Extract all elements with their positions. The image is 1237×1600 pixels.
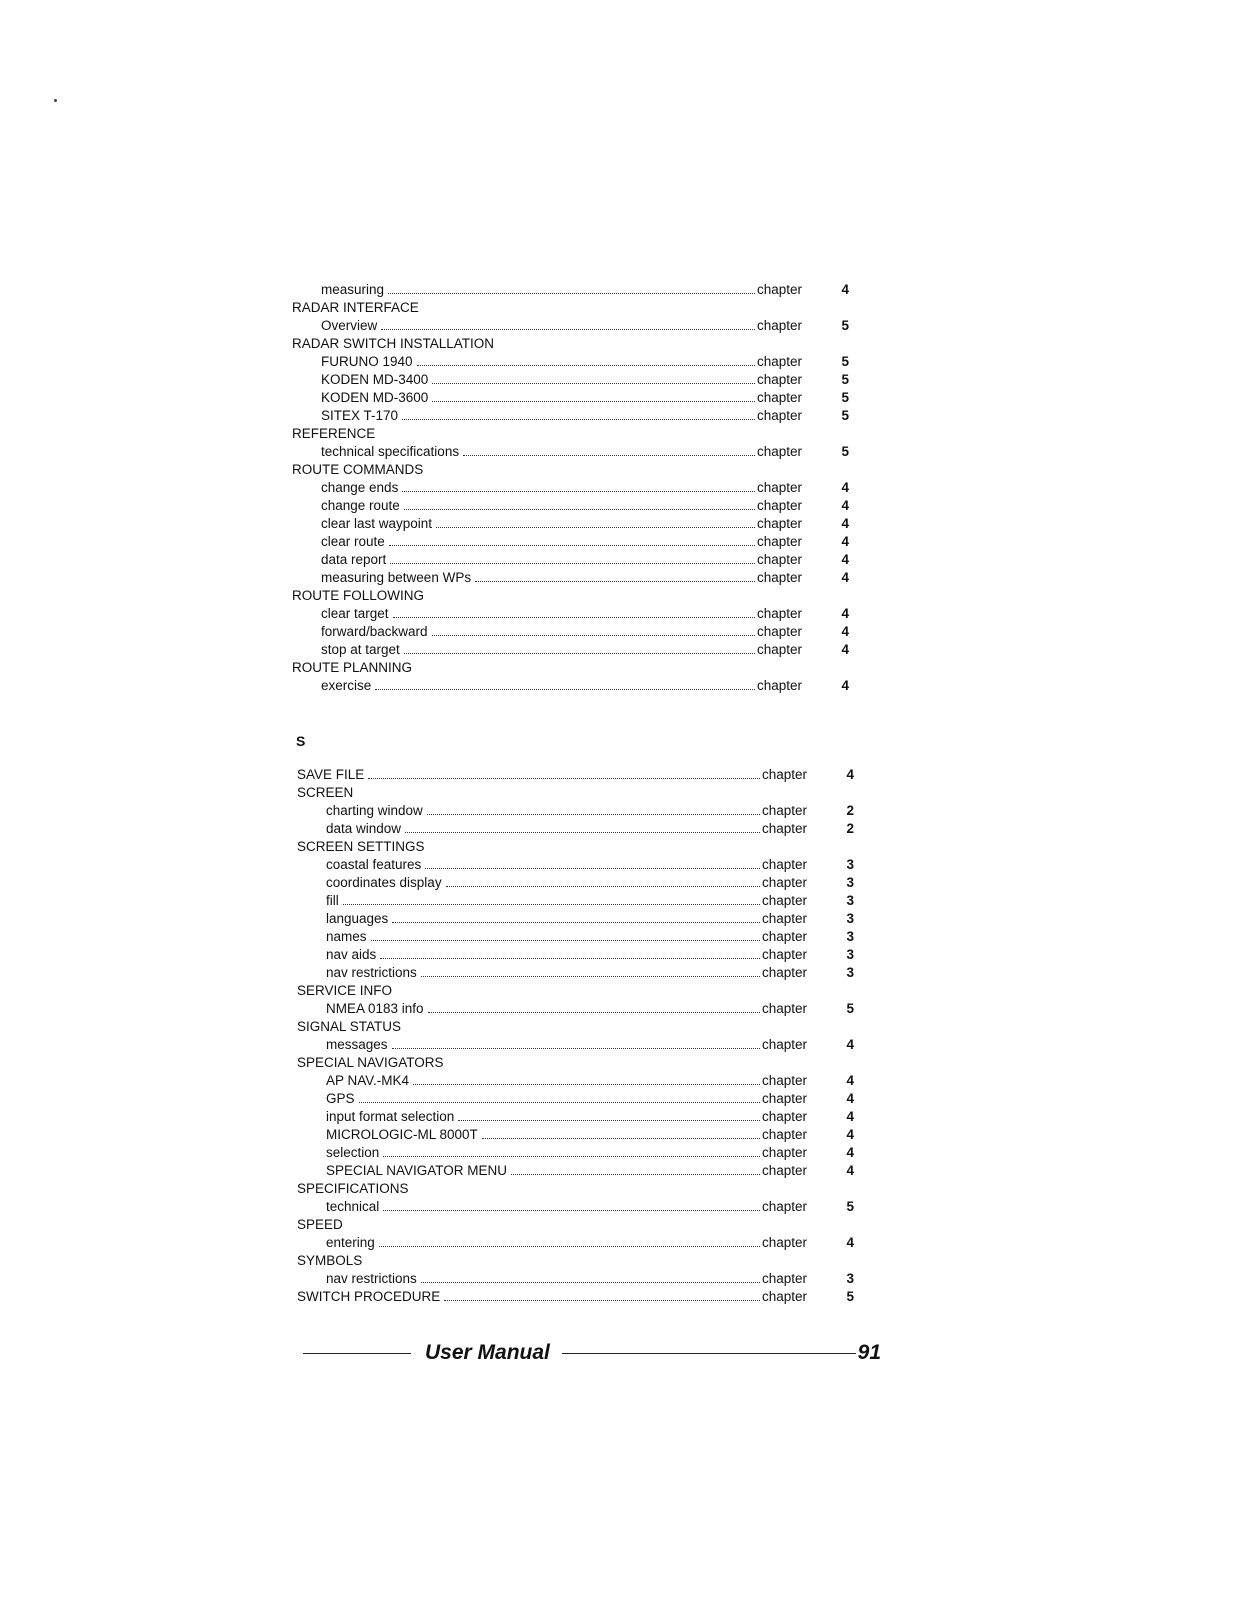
entry-chapter-number: 4 xyxy=(846,1037,854,1052)
entry-label: measuring xyxy=(321,282,385,297)
index-entry xyxy=(297,964,862,982)
entry-chapter-number: 4 xyxy=(841,624,849,639)
entry-reference: chapter xyxy=(762,1127,808,1142)
entry-label: messages xyxy=(326,1037,388,1052)
index-heading: SPECIAL NAVIGATORS xyxy=(297,1055,444,1070)
dot-leader xyxy=(390,551,755,564)
dot-leader xyxy=(444,1288,760,1301)
entry-reference: chapter xyxy=(757,318,803,333)
entry-chapter-number: 3 xyxy=(846,911,854,926)
entry-reference: chapter xyxy=(757,516,803,531)
entry-chapter-number: 3 xyxy=(846,1271,854,1286)
entry-chapter-number: 5 xyxy=(841,354,849,369)
index-entry xyxy=(292,569,857,587)
index-entry xyxy=(292,479,857,497)
entry-label: nav restrictions xyxy=(326,1271,417,1286)
section-letter-s: S xyxy=(296,733,306,749)
footer-rule-left xyxy=(303,1353,411,1354)
dot-leader xyxy=(432,389,755,402)
index-entry xyxy=(292,371,857,389)
dot-leader xyxy=(413,1072,760,1085)
index-entry xyxy=(297,1000,862,1018)
index-heading: ROUTE FOLLOWING xyxy=(292,588,425,603)
entry-chapter-number: 2 xyxy=(846,803,854,818)
index-heading: REFERENCE xyxy=(292,426,376,441)
index-entry xyxy=(297,1108,862,1126)
dot-leader xyxy=(392,910,760,923)
entry-reference: chapter xyxy=(762,875,808,890)
entry-chapter-number: 4 xyxy=(846,1073,854,1088)
entry-reference: chapter xyxy=(762,803,808,818)
dot-leader xyxy=(421,964,760,977)
entry-chapter-number: 5 xyxy=(846,1001,854,1016)
entry-reference: chapter xyxy=(762,1037,808,1052)
entry-chapter-number: 3 xyxy=(846,893,854,908)
index-entry xyxy=(297,1144,862,1162)
entry-label: clear target xyxy=(321,606,389,621)
entry-chapter-number: 4 xyxy=(846,1109,854,1124)
dot-leader xyxy=(389,533,755,546)
entry-chapter-number: 2 xyxy=(846,821,854,836)
entry-label: exercise xyxy=(321,678,372,693)
index-entry xyxy=(297,910,862,928)
index-entry xyxy=(297,874,862,892)
entry-label: coastal features xyxy=(326,857,422,872)
dot-leader xyxy=(463,443,755,456)
entry-chapter-number: 4 xyxy=(846,1145,854,1160)
index-section-r xyxy=(292,281,857,695)
entry-chapter-number: 4 xyxy=(841,678,849,693)
entry-label: stop at target xyxy=(321,642,400,657)
entry-reference: chapter xyxy=(762,893,808,908)
entry-label: nav aids xyxy=(326,947,377,962)
entry-label: names xyxy=(326,929,367,944)
dot-leader xyxy=(428,1000,760,1013)
index-heading: SCREEN xyxy=(297,785,354,800)
index-entry xyxy=(297,946,862,964)
entry-chapter-number: 4 xyxy=(841,606,849,621)
dot-leader xyxy=(393,605,755,618)
entry-label: nav restrictions xyxy=(326,965,417,980)
dot-leader xyxy=(402,407,755,420)
entry-reference: chapter xyxy=(757,534,803,549)
entry-chapter-number: 4 xyxy=(841,282,849,297)
index-heading: SIGNAL STATUS xyxy=(297,1019,402,1034)
index-entry xyxy=(297,1198,862,1216)
entry-label: entering xyxy=(326,1235,375,1250)
index-entry xyxy=(297,1234,862,1252)
entry-chapter-number: 5 xyxy=(841,408,849,423)
dot-leader xyxy=(383,1198,760,1211)
index-entry xyxy=(292,317,857,335)
index-heading: SCREEN SETTINGS xyxy=(297,839,425,854)
index-heading: RADAR INTERFACE xyxy=(292,300,419,315)
entry-label: clear route xyxy=(321,534,385,549)
entry-label: technical specifications xyxy=(321,444,460,459)
entry-reference: chapter xyxy=(762,1073,808,1088)
entry-chapter-number: 3 xyxy=(846,947,854,962)
index-section-s xyxy=(297,766,862,1306)
index-entry xyxy=(297,1162,862,1180)
index-entry xyxy=(297,1126,862,1144)
dot-leader xyxy=(421,1270,760,1283)
entry-reference: chapter xyxy=(757,606,803,621)
entry-reference: chapter xyxy=(757,480,803,495)
entry-label: languages xyxy=(326,911,389,926)
entry-chapter-number: 4 xyxy=(841,570,849,585)
index-entry xyxy=(292,515,857,533)
entry-reference: chapter xyxy=(762,947,808,962)
entry-reference: chapter xyxy=(762,1235,808,1250)
dot-leader xyxy=(417,353,755,366)
entry-chapter-number: 4 xyxy=(846,1163,854,1178)
scan-speck xyxy=(54,99,57,102)
index-heading: SERVICE INFO xyxy=(297,983,393,998)
entry-reference: chapter xyxy=(757,570,803,585)
entry-reference: chapter xyxy=(762,821,808,836)
entry-chapter-number: 4 xyxy=(841,516,849,531)
entry-reference: chapter xyxy=(757,390,803,405)
entry-reference: chapter xyxy=(757,678,803,693)
dot-leader xyxy=(343,892,760,905)
dot-leader xyxy=(405,820,760,833)
entry-reference: chapter xyxy=(762,767,808,782)
entry-chapter-number: 3 xyxy=(846,929,854,944)
index-entry xyxy=(297,802,862,820)
entry-reference: chapter xyxy=(757,408,803,423)
index-heading: ROUTE COMMANDS xyxy=(292,462,424,477)
index-entry xyxy=(292,281,857,299)
entry-label: AP NAV.-MK4 xyxy=(326,1073,410,1088)
index-entry xyxy=(297,1072,862,1090)
dot-leader xyxy=(446,874,760,887)
entry-label: charting window xyxy=(326,803,423,818)
entry-label: data window xyxy=(326,821,402,836)
entry-label: SAVE FILE xyxy=(297,767,365,782)
dot-leader xyxy=(381,317,755,330)
index-entry xyxy=(292,407,857,425)
entry-chapter-number: 4 xyxy=(841,498,849,513)
entry-reference: chapter xyxy=(762,1091,808,1106)
entry-label: technical xyxy=(326,1199,380,1214)
entry-reference: chapter xyxy=(762,857,808,872)
entry-chapter-number: 3 xyxy=(846,857,854,872)
entry-chapter-number: 4 xyxy=(846,1235,854,1250)
index-heading: SYMBOLS xyxy=(297,1253,363,1268)
page-number: 91 xyxy=(857,1341,881,1364)
entry-label: NMEA 0183 info xyxy=(326,1001,424,1016)
entry-reference: chapter xyxy=(762,1109,808,1124)
entry-chapter-number: 4 xyxy=(841,552,849,567)
dot-leader xyxy=(425,856,760,869)
index-entry xyxy=(297,1036,862,1054)
entry-label: SPECIAL NAVIGATOR MENU xyxy=(326,1163,508,1178)
entry-reference: chapter xyxy=(757,498,803,513)
entry-label: SWITCH PROCEDURE xyxy=(297,1289,441,1304)
entry-label: forward/backward xyxy=(321,624,428,639)
index-entry xyxy=(292,677,857,695)
index-entry xyxy=(292,533,857,551)
dot-leader xyxy=(404,497,755,510)
entry-chapter-number: 4 xyxy=(846,1091,854,1106)
dot-leader xyxy=(359,1090,760,1103)
index-entry xyxy=(292,551,857,569)
dot-leader xyxy=(436,515,755,528)
dot-leader xyxy=(388,281,755,294)
index-entry xyxy=(292,605,857,623)
entry-reference: chapter xyxy=(757,624,803,639)
dot-leader xyxy=(511,1162,760,1175)
entry-reference: chapter xyxy=(762,1001,808,1016)
entry-reference: chapter xyxy=(757,642,803,657)
entry-label: clear last waypoint xyxy=(321,516,433,531)
entry-chapter-number: 5 xyxy=(841,372,849,387)
entry-label: KODEN MD-3600 xyxy=(321,390,429,405)
index-heading-entry xyxy=(297,1288,862,1306)
entry-chapter-number: 4 xyxy=(846,767,854,782)
entry-chapter-number: 4 xyxy=(841,534,849,549)
entry-chapter-number: 4 xyxy=(841,642,849,657)
entry-reference: chapter xyxy=(762,965,808,980)
dot-leader xyxy=(368,766,760,779)
page-footer xyxy=(303,1338,881,1368)
entry-label: selection xyxy=(326,1145,380,1160)
entry-label: MICROLOGIC-ML 8000T xyxy=(326,1127,478,1142)
dot-leader xyxy=(427,802,760,815)
entry-reference: chapter xyxy=(757,282,803,297)
entry-label: FURUNO 1940 xyxy=(321,354,413,369)
entry-label: change ends xyxy=(321,480,399,495)
entry-chapter-number: 4 xyxy=(846,1127,854,1142)
dot-leader xyxy=(475,569,755,582)
dot-leader xyxy=(402,479,755,492)
entry-chapter-number: 3 xyxy=(846,875,854,890)
index-heading: ROUTE PLANNING xyxy=(292,660,413,675)
entry-chapter-number: 5 xyxy=(841,318,849,333)
entry-reference: chapter xyxy=(762,1163,808,1178)
index-heading: SPEED xyxy=(297,1217,343,1232)
dot-leader xyxy=(458,1108,760,1121)
index-entry xyxy=(292,623,857,641)
dot-leader xyxy=(482,1126,760,1139)
index-entry xyxy=(292,389,857,407)
index-entry xyxy=(292,443,857,461)
index-entry xyxy=(297,1270,862,1288)
entry-reference: chapter xyxy=(762,1271,808,1286)
dot-leader xyxy=(392,1036,760,1049)
entry-label: input format selection xyxy=(326,1109,455,1124)
entry-label: Overview xyxy=(321,318,378,333)
entry-label: coordinates display xyxy=(326,875,442,890)
entry-reference: chapter xyxy=(762,1199,808,1214)
entry-chapter-number: 5 xyxy=(841,444,849,459)
index-entry xyxy=(297,1090,862,1108)
dot-leader xyxy=(383,1144,760,1157)
entry-chapter-number: 3 xyxy=(846,965,854,980)
entry-label: SITEX T-170 xyxy=(321,408,399,423)
entry-chapter-number: 5 xyxy=(846,1289,854,1304)
dot-leader xyxy=(432,371,755,384)
entry-label: change route xyxy=(321,498,400,513)
index-entry xyxy=(292,641,857,659)
dot-leader xyxy=(371,928,760,941)
entry-label: data report xyxy=(321,552,387,567)
dot-leader xyxy=(380,946,760,959)
entry-reference: chapter xyxy=(762,911,808,926)
entry-reference: chapter xyxy=(762,1289,808,1304)
dot-leader xyxy=(379,1234,760,1247)
entry-reference: chapter xyxy=(757,552,803,567)
entry-chapter-number: 5 xyxy=(846,1199,854,1214)
entry-reference: chapter xyxy=(757,444,803,459)
entry-reference: chapter xyxy=(762,929,808,944)
footer-title: User Manual xyxy=(425,1341,550,1364)
entry-chapter-number: 5 xyxy=(841,390,849,405)
entry-chapter-number: 4 xyxy=(841,480,849,495)
footer-rule-right xyxy=(562,1353,856,1354)
dot-leader xyxy=(375,677,755,690)
entry-label: KODEN MD-3400 xyxy=(321,372,429,387)
entry-reference: chapter xyxy=(757,354,803,369)
dot-leader xyxy=(432,623,755,636)
entry-reference: chapter xyxy=(762,1145,808,1160)
index-entry xyxy=(297,928,862,946)
index-entry xyxy=(292,497,857,515)
index-heading-entry xyxy=(297,766,862,784)
index-heading: SPECIFICATIONS xyxy=(297,1181,409,1196)
entry-label: GPS xyxy=(326,1091,355,1106)
index-entry xyxy=(297,820,862,838)
entry-label: measuring between WPs xyxy=(321,570,472,585)
index-entry xyxy=(292,353,857,371)
entry-label: fill xyxy=(326,893,339,908)
index-entry xyxy=(297,856,862,874)
entry-reference: chapter xyxy=(757,372,803,387)
dot-leader xyxy=(404,641,755,654)
index-heading: RADAR SWITCH INSTALLATION xyxy=(292,336,495,351)
index-entry xyxy=(297,892,862,910)
